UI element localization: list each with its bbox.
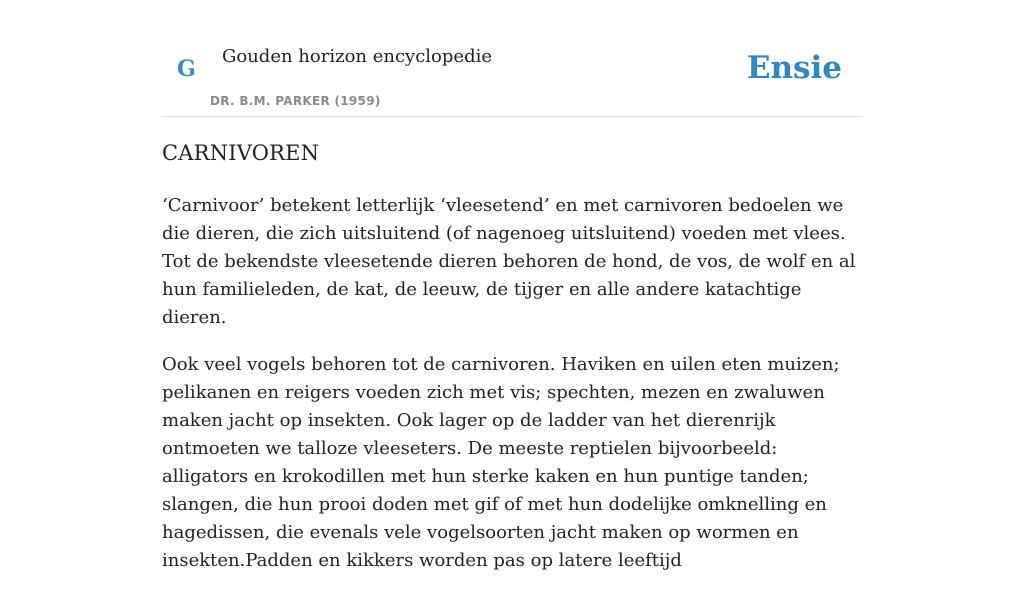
page-container bbox=[162, 0, 862, 571]
entry-title: CARNIVOREN bbox=[162, 141, 320, 165]
page-header bbox=[162, 0, 862, 117]
ensie-logo-link[interactable]: Ensie bbox=[746, 50, 842, 86]
entry-body bbox=[162, 192, 862, 594]
book-author: DR. B.M. PARKER (1959) bbox=[210, 94, 381, 108]
book-title[interactable]: Gouden horizon encyclopedie bbox=[222, 46, 492, 67]
entry-paragraph: ‘Carnivoor’ betekent letterlijk ‘vleesetend’ en met carnivoren bedoelen we die dieren, die zich uitsluitend (of nagenoeg uitsluitend) voeden met vlees. Tot de bekendste vleesetende dieren behoren de hond, de vos, de wolf en al hun familieleden, de kat, de leeuw, de tijger en alle andere katachtige dieren. bbox=[162, 195, 856, 328]
book-logo-icon: G bbox=[177, 56, 196, 82]
entry-paragraph: Ook veel vogels behoren tot de carnivoren. Haviken en uilen eten muizen; pelikanen en reigers voeden zich met vis; spechten, mezen en zwaluwen maken jacht op insekten. Ook lager op de ladder van het dierenrijk ontmoeten we talloze vleeseters. De meeste reptielen bijvoorbeeld: alligators en krokodillen met hun sterke kaken en hun puntige tanden; slangen, die hun prooi doden met gif of met hun dodelijke omknelling en hagedissen, die evenals vele vogelsoorten jacht maken op wormen en insekten.Padden en kikkers worden pas op latere leeftijd bbox=[162, 354, 840, 571]
